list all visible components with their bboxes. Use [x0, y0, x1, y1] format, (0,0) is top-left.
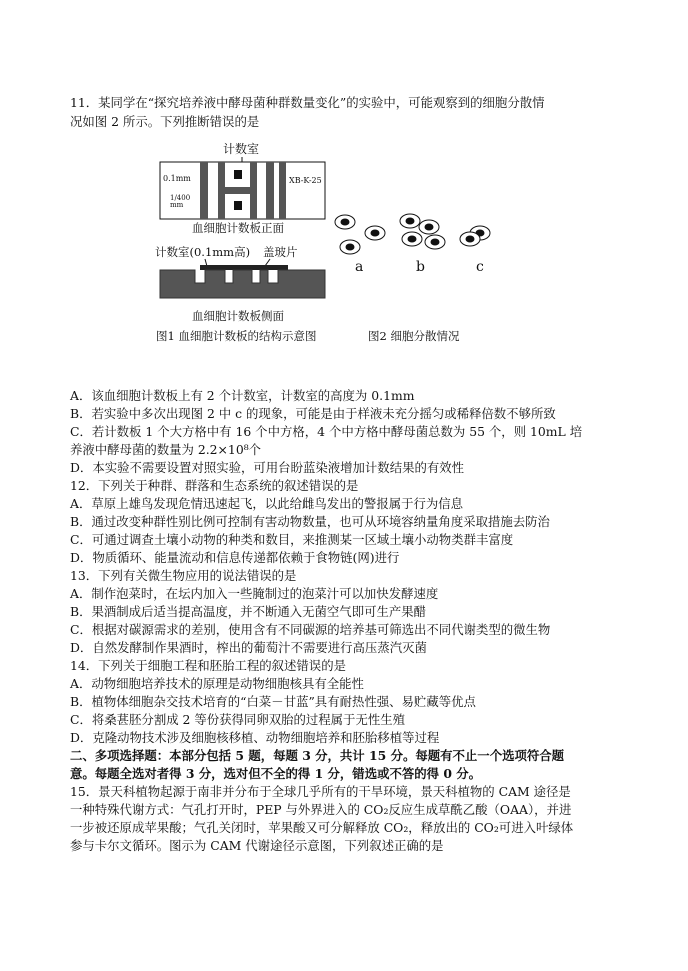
q13-stem: 13．下列有关微生物应用的说法错误的是 [70, 568, 297, 583]
q14-option-b: B．植物体细胞杂交技术培育的“白菜－甘蓝”具有耐热性强、易贮藏等优点 [70, 694, 476, 709]
q12-option-a: A．草原上雄鸟发现危情迅速起飞，以此给雌鸟发出的警报属于行为信息 [70, 496, 464, 511]
q12-option-b: B．通过改变种群性别比例可控制有害动物数量，也可从环境容纳量角度采取措施去防治 [70, 514, 550, 529]
cells-a [335, 215, 385, 254]
q15-line4: 参与卡尔文循环。图示为 CAM 代谢途径示意图，下列叙述正确的是 [70, 838, 444, 853]
cell-dispersion [335, 214, 490, 275]
q11-figure [150, 138, 530, 348]
grid-square-bottom [234, 201, 242, 210]
q14-option-a: A．动物细胞培养技术的原理是动物细胞核具有全能性 [70, 676, 364, 691]
q14-option-c: C．将桑葚胚分割成 2 等份获得同卵双胎的过程属于无性生殖 [70, 712, 406, 727]
q11-option-c-line2: 养液中酵母菌的数量为 2.2×10⁸个 [70, 442, 262, 457]
label-model: XB-K-25 [289, 176, 322, 185]
cells-c [460, 226, 490, 246]
section2-heading-line2: 意。每题全选对者得 3 分，选对但不全的得 1 分，错选或不答的得 0 分。 [70, 766, 482, 781]
label-1-400: 1/400 [170, 194, 191, 202]
q11-stem-line1: 11．某同学在“探究培养液中酵母菌种群数量变化”的实验中，可能观察到的细胞分散情 [70, 95, 545, 110]
caption-side: 血细胞计数板侧面 [192, 309, 284, 323]
label-mm: mm [170, 201, 184, 209]
q11-option-b: B．若实验中多次出现图 2 中 c 的现象，可能是由于样液未充分摇匀或稀释倍数不够所致 [70, 406, 556, 421]
coverslip [200, 265, 288, 270]
q11-stem-line2: 况如图 2 所示。下列推断错误的是 [70, 114, 260, 129]
cell-label-a: a [355, 259, 364, 275]
q11-option-a: A．该血细胞计数板上有 2 个计数室，计数室的高度为 0.1mm [70, 388, 415, 403]
q13-option-a: A．制作泡菜时，在坛内加入一些腌制过的泡菜汁可以加快发酵速度 [70, 586, 439, 601]
grid-square-top [234, 170, 242, 179]
cell-label-b: b [416, 259, 425, 275]
label-chamber-height: 计数室(0.1mm高) [155, 245, 251, 259]
q13-option-d: D．自然发酵制作果酒时，榨出的葡萄汁不需要进行高压蒸汽灭菌 [70, 640, 427, 655]
section2-heading-line1: 二、多项选择题：本部分包括 5 题，每题 3 分，共计 15 分。每题有不止一个选项符合题 [70, 748, 565, 763]
q13-option-b: B．果酒制成后适当提高温度，并不断通入无菌空气即可生产果醋 [70, 604, 427, 619]
q15-line2: 一种特殊代谢方式：气孔打开时，PEP 与外界进入的 CO₂反应生成草酰乙酸（OAA），并进 [70, 802, 572, 817]
q11-option-c-line1: C．若计数板 1 个大方格中有 16 个中方格，4 个中方格中酵母菌总数为 55 个，则 10mL 培 [70, 424, 583, 439]
q14-option-d: D．克隆动物技术涉及细胞核移植、动物细胞培养和胚胎移植等过程 [70, 730, 440, 745]
label-count-chamber: 计数室 [223, 142, 260, 156]
counting-board-front [160, 141, 325, 235]
cells-b [400, 214, 445, 249]
caption-front: 血细胞计数板正面 [192, 221, 284, 235]
label-01mm: 0.1mm [163, 174, 191, 183]
q15-line1: 15．景天科植物起源于南非并分布于全球几乎所有的干旱环境，景天科植物的 CAM 途径是 [70, 784, 571, 799]
q12-stem: 12．下列关于种群、群落和生态系统的叙述错误的是 [70, 478, 359, 493]
q11-option-d: D．本实验不需要设置对照实验，可用台盼蓝染液增加计数结果的有效性 [70, 460, 465, 475]
q13-option-c: C．根据对碳源需求的差别，使用含有不同碳源的培养基可筛选出不同代谢类型的微生物 [70, 622, 551, 637]
q14-stem: 14．下列关于细胞工程和胚胎工程的叙述错误的是 [70, 658, 346, 673]
fig1-caption: 图1 血细胞计数板的结构示意图 [156, 329, 317, 343]
q12-option-d: D．物质循环、能量流动和信息传递都依赖于食物链(网)进行 [70, 550, 400, 565]
q12-option-c: C．可通过调查土壤小动物的种类和数目，来推测某一区域土壤小动物类群丰富度 [70, 532, 514, 547]
counting-board-side [155, 245, 325, 323]
q15-line3: 一步被还原成苹果酸；气孔关闭时，苹果酸又可分解释放 CO₂，释放出的 CO₂可进入叶绿体 [70, 820, 574, 835]
cell-label-c: c [476, 259, 484, 275]
fig2-caption: 图2 细胞分散情况 [368, 329, 460, 343]
label-coverslip: 盖玻片 [263, 245, 298, 259]
